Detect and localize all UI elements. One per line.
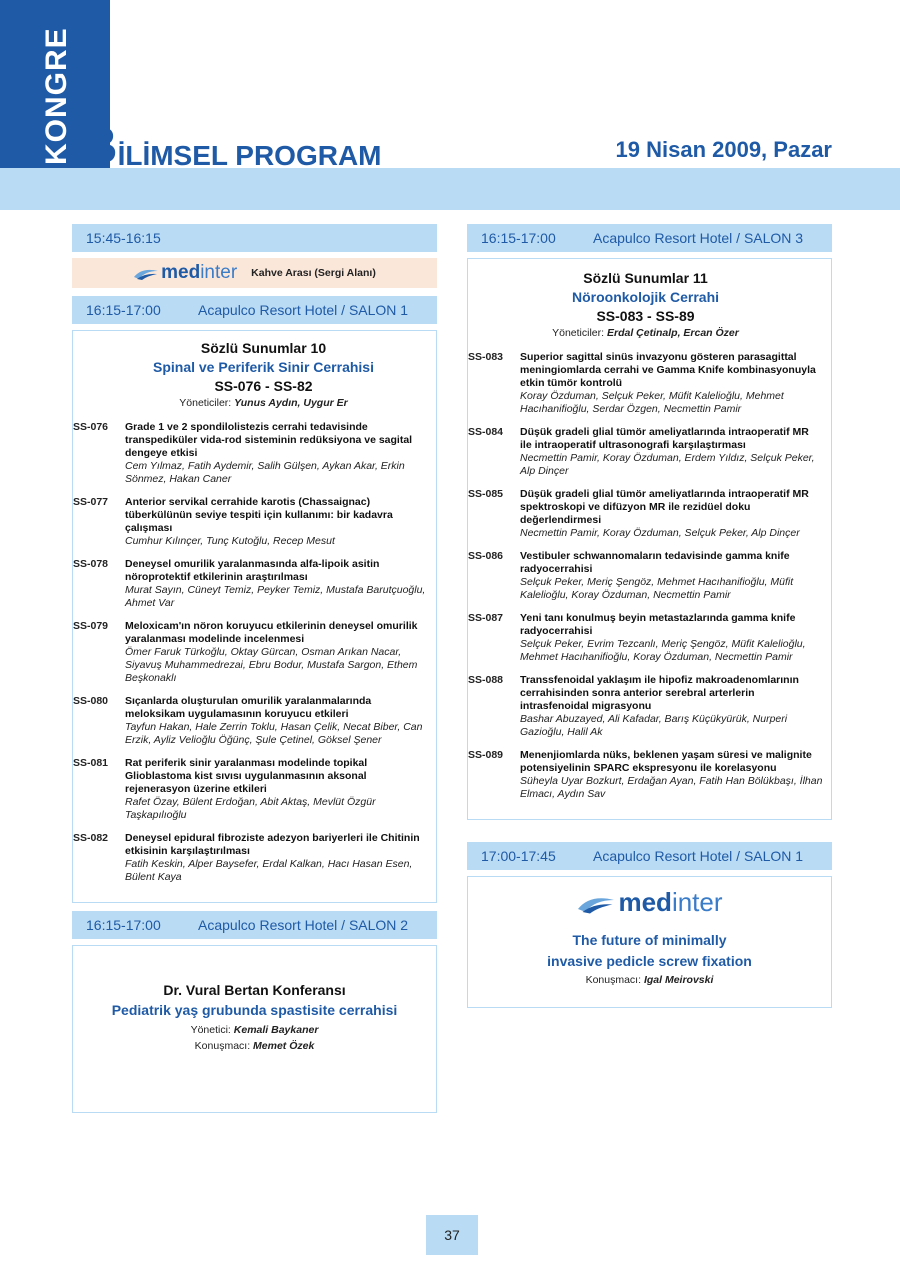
presentation-authors: Cem Yılmaz, Fatih Aydemir, Salih Gülşen, Aykan Akar, Erkin Sönmez, Hakan Caner (125, 460, 405, 485)
presentation-body (520, 426, 823, 478)
sponsor-talk-title: The future of minimally invasive pedicle screw fixation (547, 931, 752, 969)
presentation-item (73, 757, 428, 822)
presentation-title: Düşük gradeli glial tümör ameliyatlarında intraoperatif MR ile intraoperatif ultrasonografi karşılaştırması (520, 426, 809, 451)
presentation-title: Yeni tanı konulmuş beyin metastazlarında gamma knife radyocerrahisi (520, 612, 796, 637)
presentation-code: SS-081 (73, 757, 109, 769)
presentation-body (125, 757, 428, 822)
presentation-code: SS-080 (73, 695, 109, 707)
presentation-item (468, 550, 823, 602)
presentation-item (73, 620, 428, 685)
medinter-logo: med inter (133, 262, 237, 284)
session-10-codes: SS-076 - SS-82 (214, 378, 313, 394)
conference-moderator: Yönetici: Kemali Baykaner (190, 1024, 319, 1036)
presentation-code: SS-085 (468, 488, 504, 500)
presentation-body (125, 832, 428, 884)
session-11-items (468, 351, 823, 801)
salon3-place: Acapulco Resort Hotel / SALON 3 (593, 230, 804, 246)
salon2-time: 16:15-17:00 (86, 917, 161, 933)
presentation-title: Anterior servikal cerrahide karotis (Chassaignac) tüberkülünün seviye tespiti için kullanımı: bir kadavra çalışması (125, 496, 393, 534)
presentation-authors: Fatih Keskin, Alper Baysefer, Erdal Kalkan, Hacı Hasan Esen, Bülent Kaya (125, 858, 413, 883)
presentation-item (468, 674, 823, 739)
page-number: 37 (426, 1215, 478, 1255)
salon2-bar (72, 911, 437, 939)
presentation-body (125, 421, 428, 486)
session-10-items (73, 421, 428, 884)
presentation-code: SS-088 (468, 674, 504, 686)
presentation-authors: Necmettin Pamir, Koray Özduman, Selçuk Peker, Alp Dinçer (520, 527, 800, 539)
presentation-body (520, 488, 823, 540)
page-title (80, 117, 382, 175)
sponsor-talk-speaker: Konuşmacı: Igal Meirovski (585, 973, 714, 986)
presentation-code: SS-079 (73, 620, 109, 632)
presentation-authors: Murat Sayın, Cüneyt Temiz, Peyker Temiz, Mustafa Barutçuoğlu, Ahmet Var (125, 584, 426, 609)
presentation-item (468, 488, 823, 540)
session-10-panel (72, 330, 437, 903)
salon1-bar (72, 296, 437, 324)
presentation-authors: Süheyla Uyar Bozkurt, Erdağan Ayan, Fatih Han Bölükbaşı, İlhan Elmacı, Aydın Sav (520, 775, 823, 800)
presentation-body (520, 612, 823, 664)
session-10-header (99, 339, 428, 411)
presentation-body (125, 496, 428, 548)
salon1-place: Acapulco Resort Hotel / SALON 1 (198, 302, 409, 318)
presentation-authors: Bashar Abuzayed, Ali Kafadar, Barış Küçükyürük, Nurperi Gazioğlu, Halil Ak (520, 713, 788, 738)
medinter-logo-large: med inter (576, 887, 722, 918)
presentation-title: Menenjiomlarda nüks, beklenen yaşam süresi ve malignite potensiyelinin SPARC ekspresyonu ile korelasyonu (520, 749, 812, 774)
presentation-item (468, 612, 823, 664)
left-column (72, 224, 437, 1113)
presentation-code: SS-089 (468, 749, 504, 761)
presentation-item (73, 496, 428, 548)
presentation-title: Deneysel epidural fibroziste adezyon bariyerleri ile Chitinin etkisinin karşılaştırılması (125, 832, 420, 857)
presentation-title: Rat periferik sinir yaralanması modelinde topikal Glioblastoma kist sıvısı uygulanmasının aksonal rejenerasyon üzerine etkileri (125, 757, 368, 795)
salon2-place: Acapulco Resort Hotel / SALON 2 (198, 917, 409, 933)
right-column (467, 224, 832, 1008)
session-11-title: Sözlü Sunumlar 11 (583, 270, 708, 286)
salon1-late-place: Acapulco Resort Hotel / SALON 1 (593, 848, 804, 864)
session-10-subtitle: Spinal ve Periferik Sinir Cerrahisi (153, 359, 374, 375)
presentation-item (468, 749, 823, 801)
presentation-item (73, 558, 428, 610)
conference-subtitle: Pediatrik yaş grubunda spastisite cerrahisi (111, 1002, 398, 1018)
sponsor-talk-box (467, 876, 832, 1008)
session-11-subtitle: Nöroonkolojik Cerrahi (571, 289, 720, 305)
session-11-header (468, 269, 823, 341)
presentation-authors: Necmettin Pamir, Koray Özduman, Erdem Yıldız, Selçuk Peker, Alp Dinçer (520, 452, 815, 477)
program-date: 19 Nisan 2009, Pazar (615, 137, 832, 162)
presentation-authors: Koray Özduman, Selçuk Peker, Müfit Kalelioğlu, Mehmet Hacıhanifioğlu, Serdar Özgen, Necmettin Pamir (520, 390, 784, 415)
presentation-code: SS-077 (73, 496, 109, 508)
presentation-authors: Selçuk Peker, Meriç Şengöz, Mehmet Hacıhanifioğlu, Müfit Kalelioğlu, Koray Özduman, Necmettin Pamir (520, 576, 794, 601)
header-band (0, 168, 900, 210)
presentation-authors: Tayfun Hakan, Hale Zerrin Toklu, Hasan Çelik, Necat Biber, Can Erzik, Ayliz Velioğlu Öğünç, Şule Çetinel, Göksel Şener (125, 721, 423, 746)
presentation-title: Superior sagittal sinüs invazyonu gösteren parasagittal meningiomlarda cerrahi ve Gamma Knife kombinasyonuyla etkin tümör kontrolü (520, 351, 816, 389)
presentation-body (125, 695, 428, 747)
presentation-title: Düşük gradeli glial tümör ameliyatlarında intraoperatif MR spektroskopi ve difüzyon MR ile rezidüel doku değerlendirmesi (520, 488, 809, 526)
presentation-body (520, 550, 823, 602)
medinter-swoosh-icon (133, 265, 159, 281)
presentation-authors: Selçuk Peker, Evrim Tezcanlı, Meriç Şengöz, Müfit Kalelioğlu, Mehmet Hacıhanifioğlu, Koray Özduman, Necmettin Pamir (520, 638, 806, 663)
presentation-code: SS-078 (73, 558, 109, 570)
presentation-code: SS-087 (468, 612, 504, 624)
spacer (467, 828, 832, 842)
coffee-break-box (72, 258, 437, 288)
salon3-bar (467, 224, 832, 252)
coffee-break-label: Kahve Arası (Sergi Alanı) (251, 267, 376, 279)
session-11-panel (467, 258, 832, 820)
presentation-title: Sıçanlarda oluşturulan omurilik yaralanmalarında meloksikam uygulamasının koruyucu etkileri (125, 695, 372, 720)
title-rest: İLİMSEL PROGRAM (117, 140, 382, 171)
conference-box (72, 945, 437, 1113)
presentation-code: SS-076 (73, 421, 109, 433)
presentation-item (73, 421, 428, 486)
salon1-late-time: 17:00-17:45 (481, 848, 556, 864)
presentation-code: SS-084 (468, 426, 504, 438)
presentation-authors: Cumhur Kılınçer, Tunç Kutoğlu, Recep Mesut (125, 535, 335, 547)
presentation-title: Grade 1 ve 2 spondilolistezis cerrahi tedavisinde transpediküler vida-rod sisteminin redüksiyona ve sagital dengeye etkisi (125, 421, 413, 459)
presentation-item (73, 695, 428, 747)
presentation-body (125, 558, 428, 610)
conference-title: Dr. Vural Bertan Konferansı (163, 982, 346, 998)
presentation-title: Vestibuler schwannomaların tedavisinde gamma knife radyocerrahisi (520, 550, 790, 575)
break-time-bar (72, 224, 437, 252)
presentation-code: SS-086 (468, 550, 504, 562)
presentation-title: Meloxicam'ın nöron koruyucu etkilerinin deneysel omurilik yaralanması modelinde incelenmesi (125, 620, 418, 645)
presentation-body (520, 749, 823, 801)
session-10-moderators: Yöneticiler: Yunus Aydın, Uygur Er (179, 397, 348, 409)
presentation-code: SS-082 (73, 832, 109, 844)
presentation-code: SS-083 (468, 351, 504, 363)
presentation-item (468, 426, 823, 478)
session-11-moderators: Yöneticiler: Erdal Çetinalp, Ercan Özer (552, 327, 739, 339)
title-initial: B (80, 117, 118, 175)
presentation-authors: Rafet Özay, Bülent Erdoğan, Abit Aktaş, Mevlüt Özgür Taşkapılıoğlu (125, 796, 376, 821)
presentation-body (520, 351, 823, 416)
medinter-swoosh-icon (576, 891, 616, 915)
salon1-time: 16:15-17:00 (86, 302, 161, 318)
presentation-authors: Ömer Faruk Türkoğlu, Oktay Gürcan, Osman Arıkan Nacar, Siyavuş Muhammedrezai, Ebru Bodur, Mustafa Sargon, Ethem Beşkonaklı (125, 646, 418, 684)
conference-speaker: Konuşmacı: Memet Özek (194, 1040, 315, 1052)
session-11-codes: SS-083 - SS-89 (596, 308, 695, 324)
presentation-body (520, 674, 823, 739)
presentation-body (125, 620, 428, 685)
salon1-late-bar (467, 842, 832, 870)
kongre-label: KONGRE (40, 27, 73, 165)
presentation-item (468, 351, 823, 416)
presentation-title: Deneysel omurilik yaralanmasında alfa-lipoik asitin nöroprotektif etkilerinin araştırılması (125, 558, 380, 583)
presentation-title: Transsfenoidal yaklaşım ile hipofiz makroadenomlarının cerrahisinden sonra anterior serebral arterlerin intrasfenoidal migrasyonu (520, 674, 799, 712)
break-time: 15:45-16:15 (86, 230, 161, 246)
presentation-item (73, 832, 428, 884)
session-10-title: Sözlü Sunumlar 10 (200, 340, 327, 356)
salon3-time: 16:15-17:00 (481, 230, 556, 246)
